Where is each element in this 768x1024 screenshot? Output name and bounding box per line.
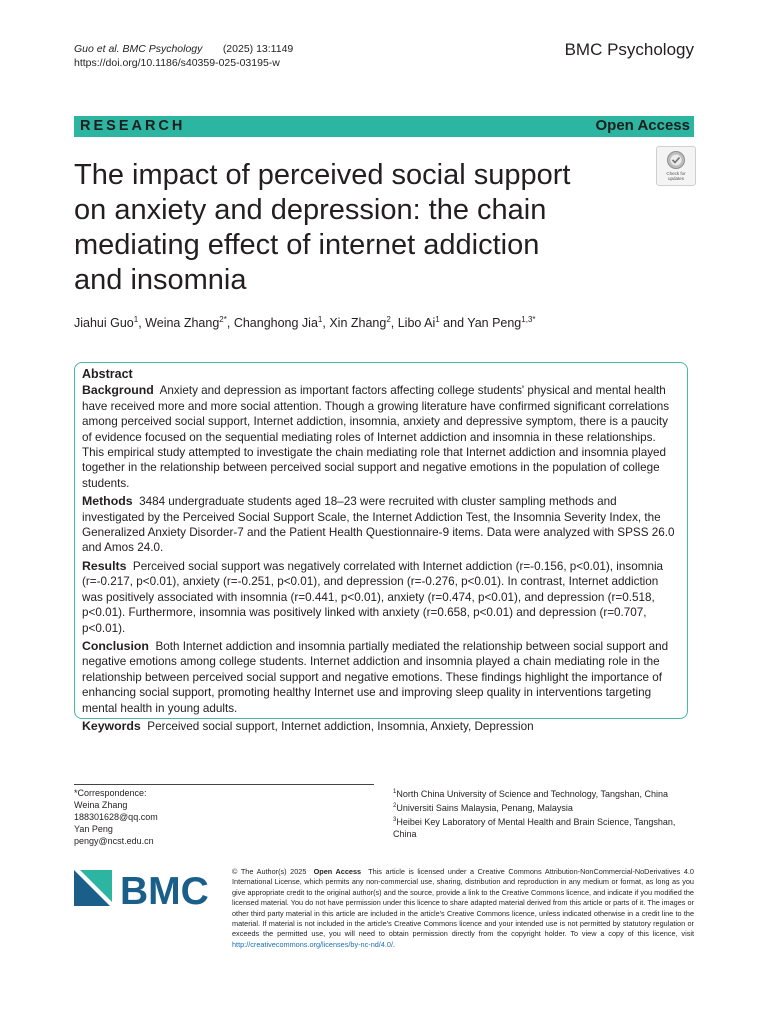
footnote-divider [74, 784, 374, 785]
conclusion-text: Both Internet addiction and insomnia partially mediated the relationship between social support and negative emotions among college students. Internet addiction and insomnia played a chain mediating role in the relationship between perceived social support and negative emotions. These findings highlight the importance of enhancing social support, promoting healthy Internet use and improving sleep quality in interventions targeting mental health in young adults. [82, 639, 669, 715]
copyright: © The Author(s) 2025 [232, 867, 307, 876]
doi-link[interactable]: https://doi.org/10.1186/s40359-025-03195-w [74, 57, 280, 69]
article-type-band [74, 116, 694, 137]
article-title: The impact of perceived social support on anxiety and depression: the chain mediating effect of internet addiction and insomnia [74, 159, 571, 296]
bmc-logo-text: BMC [120, 870, 209, 908]
affiliation [393, 814, 683, 840]
conclusion-label: Conclusion [82, 638, 149, 653]
license-open-access: Open Access [313, 867, 362, 876]
affiliation-text: Heibei Key Laboratory of Mental Health and Brain Science, Tangshan, China [393, 817, 676, 839]
author-list: Jiahui Guo$^1$, Weina Zhang$^{2*}$, Changhong Jia$^1$, Xin Zhang$^2$, Libo Ai$^1$ and Yan Peng$^{1,3*}$ [74, 315, 536, 331]
license-end: . [393, 939, 396, 949]
affiliation-number: 2 [393, 803, 397, 809]
bmc-logo-icon [74, 866, 224, 908]
affiliations-block [393, 786, 683, 840]
affiliation-text: North China University of Science and Technology, Tangshan, China [396, 789, 669, 799]
results-text: Perceived social support was negatively correlated with Internet addiction (r=-0.156, p<0.01), insomnia (r=-0.217, p<0.01), anxiety (r=-0.251, p<0.01), and depression (r=-0.276, p<0.01). In contrast, Internet addiction was positively associated with insomnia (r=0.441, p<0.01), anxiety (r=0.474, p<0.01), and depression (r=0.518, p<0.01). Furthermore, insomnia was positively linked with anxiety (r=0.658, p<0.01) and depression (r=0.707, p<0.01). [82, 559, 664, 635]
author-affil: 2 [386, 315, 391, 324]
keywords-label: Keywords [82, 718, 141, 733]
correspondence-label: *Correspondence: [74, 788, 147, 798]
abstract-keywords [82, 719, 677, 734]
running-header [74, 42, 293, 70]
check-for-updates-icon [657, 147, 695, 185]
abstract-box [74, 362, 688, 733]
author-affil: 1 [317, 315, 323, 324]
background-label: Background [82, 383, 154, 398]
license-text [232, 867, 694, 950]
journal-citation: Guo et al. BMC Psychology [74, 43, 203, 55]
author-affil: 1 [435, 315, 440, 324]
abstract-methods [82, 494, 677, 556]
abstract-background [82, 383, 677, 491]
correspondence-name: Yan Peng [74, 824, 113, 834]
check-for-updates-badge[interactable] [656, 146, 696, 186]
correspondence-email[interactable]: 188301628@qq.com [74, 812, 158, 822]
author[interactable]: Xin Zhang [329, 316, 387, 331]
journal-name: BMC Psychology [564, 40, 694, 59]
author-affil: 1,3* [521, 315, 536, 324]
author[interactable]: Changhong Jia [233, 316, 318, 331]
badge-text-2: updates [667, 176, 685, 181]
abstract-heading: Abstract [82, 367, 133, 381]
author[interactable]: Jiahui Guo [74, 316, 134, 331]
methods-label: Methods [82, 494, 133, 509]
bmc-logo [74, 866, 224, 908]
keywords-text: Perceived social support, Internet addiction, Insomnia, Anxiety, Depression [147, 719, 534, 733]
badge-text-1: Check for [666, 171, 686, 176]
correspondence-block [74, 787, 158, 847]
author-affil: 2* [219, 315, 227, 324]
results-label: Results [82, 558, 127, 573]
author-affil: 1 [133, 315, 139, 324]
methods-text: 3484 undergraduate students aged 18–23 were recruited with cluster sampling methods and investigated by the Perceived Social Support Scale, the Internet Addiction Test, the Insomnia Severity Index, the Generalized Anxiety Disorder-7 and the Patient Health Questionnaire-9 items. Data were analyzed with SPSS 26.0 and Amos 24.0. [82, 495, 675, 555]
affiliation-number: 3 [393, 817, 397, 823]
affiliation-text: Universiti Sains Malaysia, Penang, Malaysia [396, 803, 573, 813]
article-type-label: RESEARCH [80, 118, 186, 134]
volume-info: (2025) 13:1149 [222, 43, 294, 55]
affiliation-number: 1 [393, 789, 397, 795]
affiliation [393, 800, 683, 814]
correspondence-name: Weina Zhang [74, 800, 128, 810]
author[interactable]: Yan Peng [467, 316, 522, 331]
abstract-conclusion [82, 639, 677, 716]
correspondence-email[interactable]: pengy@ncst.edu.cn [74, 836, 154, 846]
affiliation [393, 786, 683, 800]
author[interactable]: Weina Zhang [145, 316, 220, 331]
license-body: This article is licensed under a Creative Commons Attribution-NonCommercial-NoDerivatives 4.0 International License, which permits any non-commercial use, sharing, distribution and reproduction in any medium or format, as long as you give appropriate credit to the original author(s) and the source, provide a link to the Creative Commons licence, and indicate if you modified the licensed material. You do not have permission under this licence to share adapted material derived from this article or parts of it. The images or other third party material in this article are included in the article's Creative Commons licence, unless indicated otherwise in a credit line to the material. If material is not included in the article's Creative Commons licence and your intended use is not permitted by statutory regulation or exceeds the permitted use, you will need to obtain permission directly from the copyright holder. To view a copy of this licence, visit [232, 867, 694, 939]
abstract-results [82, 559, 677, 636]
background-text: Anxiety and depression as important factors affecting college students' physical and mental health have received more and more social attention. Though a growing literature have confirmed significant correlations among perceived social support, Internet addiction, insomnia, anxiety and depressive symptom, there is a paucity of evidence focused on the sequential mediating roles of Internet addiction and insomnia in these relationships. This empirical study attempted to investigate the chain mediating role that Internet addiction and insomnia played together in the relationship between perceived social support and negative emotions in the population of college students. [82, 384, 670, 490]
author[interactable]: Libo Ai [397, 316, 436, 331]
license-link[interactable]: http://creativecommons.org/licenses/by-nc-nd/4.0/ [232, 939, 394, 949]
open-access-label: Open Access [595, 117, 690, 134]
